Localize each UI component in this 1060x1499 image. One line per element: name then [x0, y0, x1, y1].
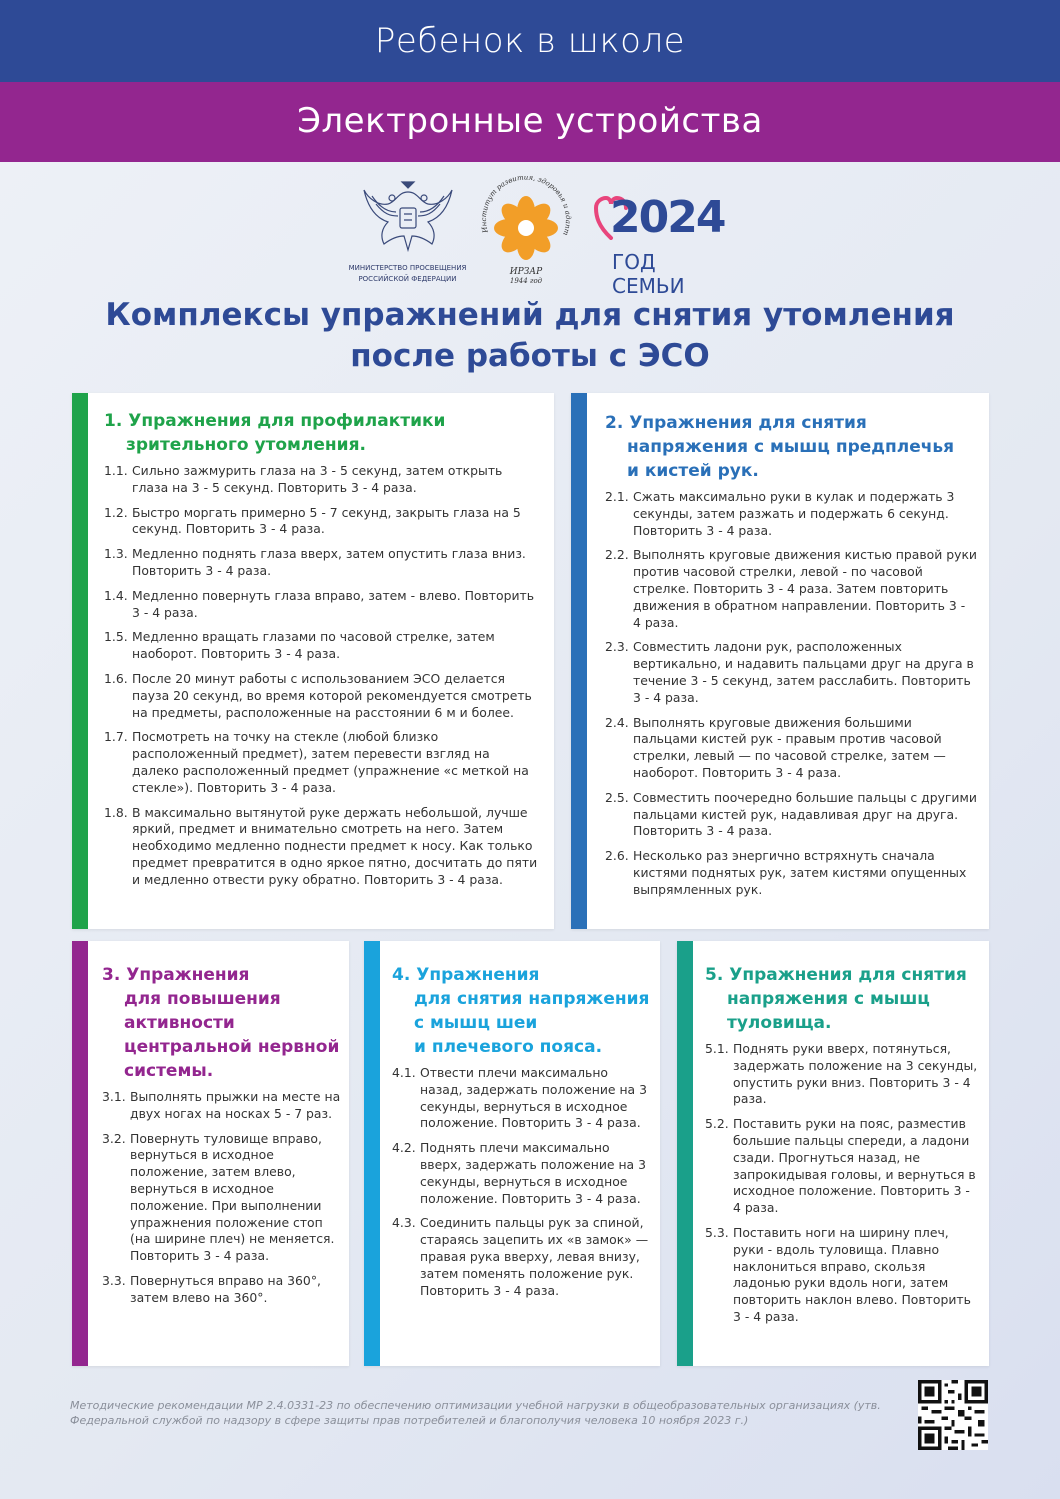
page-title-line2: после работы с ЭСО [350, 338, 710, 374]
top-title-band [0, 0, 1060, 82]
exercise-item [104, 671, 538, 721]
exercise-text: Поставить ноги на ширину плеч, руки - вдоль туловища. Плавно наклониться вправо, скользя ладонью руки вдоль ноги, затем повторить наклон влево. Повторить 3 - 4 раза. [733, 1224, 971, 1324]
exercise-text: Несколько раз энергично встряхнуть сначала кистями поднятых рук, затем кистями опущенных выпрямленных рук. [633, 848, 967, 897]
exercise-text: Поднять руки вверх, потянуться, задержать положение на 3 секунды, опустить руки вниз. Повторить 3 - 4 раза. [733, 1041, 978, 1107]
exercise-item [104, 463, 538, 497]
section-title-line: системы. [124, 1061, 214, 1081]
exercise-number: 1.7. [104, 729, 128, 745]
exercise-list [104, 463, 538, 889]
section-number: 5. [705, 965, 724, 985]
section-accent-bar [72, 941, 88, 1366]
section-accent-bar [677, 941, 693, 1366]
exercise-text: Отвести плечи максимально назад, задержать положение на 3 секунды, вернуться в исходное положение. Повторить 3 - 4 раза. [420, 1065, 647, 1131]
section-number: 2. [605, 413, 624, 433]
ministry-logo [345, 178, 470, 283]
section-title-line: и кистей рук. [627, 461, 759, 481]
section-title-band [0, 82, 1060, 162]
exercise-number: 1.4. [104, 587, 128, 603]
exercise-item [705, 1116, 981, 1217]
exercise-number: 2.3. [605, 639, 629, 655]
section-number: 4. [392, 965, 411, 985]
exercise-text: Поставить руки на пояс, разместив большие пальцы спереди, а ладони сзади. Прогнуться назад, не запрокидывая головы, и вернуться в исходное положение. Повторить 3 - 4 раза. [733, 1116, 976, 1216]
exercise-text: Сильно зажмурить глаза на 3 - 5 секунд, затем открыть глаза на 3 - 5 секунд. Повторить 3 - 4 раза. [132, 463, 503, 495]
irzar-name: ИРЗАР [509, 267, 543, 277]
section-title-line: Упражнения для снятия [729, 965, 967, 985]
exercise-text: Медленно поднять глаза вверх, затем опустить глаза вниз. Повторить 3 - 4 раза. [132, 546, 526, 578]
exercise-item [605, 639, 977, 706]
page-title [0, 295, 1060, 377]
exercise-number: 3.3. [102, 1272, 126, 1288]
exercise-number: 2.6. [605, 848, 629, 864]
exercise-item [102, 1131, 341, 1265]
section-card-5 [677, 941, 989, 1366]
exercise-number: 1.5. [104, 629, 128, 645]
exercise-item [104, 805, 538, 889]
section-heading [605, 411, 977, 483]
exercise-text: Сжать максимально руки в кулак и подержать 3 секунды, затем разжать и подержать 6 секунд. Повторить 3 - 4 раза. [633, 489, 955, 538]
exercise-text: Медленно повернуть глаза вправо, затем - влево. Повторить 3 - 4 раза. [132, 587, 535, 620]
exercise-item [392, 1065, 652, 1132]
exercise-item [104, 729, 538, 796]
section-title-line: для снятия напряжения [414, 989, 650, 1009]
exercise-number: 5.2. [705, 1116, 729, 1132]
exercise-text: Совместить ладони рук, расположенных вертикально, и надавить пальцами друг на друга в течение 3 - 5 секунд, затем расслабить. Повторить 3 - 4 раза. [633, 639, 974, 705]
exercise-number: 1.6. [104, 670, 128, 686]
section-accent-bar [571, 393, 587, 929]
section-card-3 [72, 941, 349, 1366]
irzar-year: 1944 год [509, 277, 543, 285]
section-card-2 [571, 393, 989, 929]
section-title-line: и плечевого пояса. [414, 1037, 603, 1057]
exercise-item [605, 489, 977, 539]
exercise-item [705, 1225, 981, 1326]
section-title-line: активности [124, 1013, 235, 1033]
section-title-line: туловища. [727, 1013, 832, 1033]
top-title: Ребенок в школе [374, 21, 686, 61]
section-title-line: Упражнения [416, 965, 540, 985]
exercise-text: В максимально вытянутой руке держать небольшой, лучше яркий, предмет и внимательно смотреть на него. Затем необходимо медленно поднести предмет к носу. Как только предмет превратится в одно яркое пятно, досчитать до пяти и медленно отвести руку обратно. Повторить 3 - 4 раза. [132, 804, 538, 887]
exercise-number: 4.3. [392, 1215, 416, 1231]
exercise-number: 2.2. [605, 547, 629, 563]
exercise-number: 3.2. [102, 1130, 126, 1146]
section-title-line: Упражнения [126, 965, 250, 985]
exercise-text: После 20 минут работы с использованием ЭСО делается пауза 20 секунд, во время которой рекомендуется смотреть на предметы, расположенные на расстоянии 6 м и более. [132, 670, 532, 720]
exercise-list [605, 489, 977, 899]
double-headed-eagle-icon [358, 178, 458, 258]
exercise-number: 3.1. [102, 1089, 126, 1104]
exercise-item [605, 790, 977, 840]
section-heading [392, 963, 652, 1059]
ministry-caption-line1: МИНИСТЕРСТВО ПРОСВЕЩЕНИЯ [348, 264, 467, 272]
exercise-text: Быстро моргать примерно 5 - 7 секунд, закрыть глаза на 5 секунд. Повторить 3 - 4 раза. [132, 504, 521, 537]
irzar-flower-icon [476, 176, 576, 286]
exercise-text: Выполнять круговые движения кистью правой руки против часовой стрелки, левой - по часовой стрелке. Повторить 3 - 4 раза. Затем повторить движения в обратном направлении. Повторить 3 - 4 раза. [633, 547, 977, 630]
section-title-line: Упражнения для снятия [629, 413, 867, 433]
section-accent-bar [72, 393, 88, 929]
family-caption: ГОД СЕМЬИ [612, 250, 685, 298]
exercise-list [392, 1065, 652, 1299]
exercise-number: 4.1. [392, 1065, 416, 1080]
exercise-item [605, 848, 977, 898]
exercise-item [104, 629, 538, 663]
exercise-number: 1.3. [104, 546, 128, 562]
exercise-list [705, 1041, 981, 1326]
exercise-number: 2.4. [605, 714, 629, 730]
footer-note: Методические рекомендации МР 2.4.0331-23 по обеспечению оптимизации учебной нагрузки в общеобразовательных организациях (утв. Федеральной службой по надзору в сфере защиты прав потребителей и благополучия человека 10 ноября 2023 г.) [70, 1399, 881, 1427]
exercise-text: Медленно вращать глазами по часовой стрелке, затем наоборот. Повторить 3 - 4 раза. [132, 629, 495, 662]
qr-code-icon[interactable] [918, 1380, 988, 1450]
section-title-line: напряжения с мышц [727, 989, 930, 1009]
exercise-number: 4.2. [392, 1140, 416, 1156]
section-heading [705, 963, 981, 1035]
exercise-number: 2.5. [605, 789, 629, 805]
exercise-item [104, 505, 538, 539]
section-title-line: с мышц шеи [414, 1013, 538, 1033]
exercise-text: Совместить поочередно большие пальцы с другими пальцами кистей рук, надавливая друг на друга. Повторить 3 - 4 раза. [633, 789, 977, 839]
section-title-line: зрительного утомления. [126, 435, 366, 455]
exercise-item [392, 1140, 652, 1207]
exercise-number: 5.1. [705, 1041, 729, 1056]
logo-row [0, 172, 1060, 298]
section-title-line: напряжения с мышц предплечья [627, 437, 955, 457]
section-number: 1. [104, 411, 123, 431]
exercise-item [104, 546, 538, 580]
section-title-line: для повышения [124, 989, 281, 1009]
exercise-text: Повернуться вправо на 360°, затем влево на 360°. [130, 1272, 321, 1305]
exercise-number: 2.1. [605, 489, 629, 504]
exercise-item [392, 1215, 652, 1299]
family-year: 2024 [610, 192, 725, 243]
section-title-line: Упражнения для профилактики [128, 411, 446, 431]
section-accent-bar [364, 941, 380, 1366]
exercise-list [102, 1089, 341, 1307]
exercise-item [705, 1041, 981, 1108]
exercise-text: Соединить пальцы рук за спиной, стараясь зацепить их «в замок» — правая рука вверху, левая внизу, затем поменять положение рук. Повторить 3 - 4 раза. [420, 1215, 649, 1298]
section-number: 3. [102, 965, 121, 985]
exercise-text: Выполнять круговые движения большими пальцами кистей рук - правым против часовой стрелки, левый — по часовой стрелке, затем — наоборот. Повторить 3 - 4 раза. [633, 714, 946, 780]
irzar-arc-text: Институт развития, здоровья и адапт [479, 176, 573, 237]
exercise-text: Поднять плечи максимально вверх, задержать положение на 3 секунды, вернуться в исходное положение. Повторить 3 - 4 раза. [420, 1140, 646, 1206]
year-of-family-logo [592, 192, 725, 298]
exercise-text: Повернуть туловище вправо, вернуться в исходное положение, затем влево, вернуться в исходное положение. При выполнении упражнения положение стоп (на ширине плеч) не меняется. Повторить 3 - 4 раза. [130, 1130, 335, 1264]
exercise-number: 1.8. [104, 804, 128, 820]
section-card-4 [364, 941, 660, 1366]
section-title: Электронные устройства [297, 101, 763, 141]
exercise-text: Посмотреть на точку на стекле (любой близко расположенный предмет), затем перевести взгляд на далеко расположенный предмет (упражнение «с меткой на стекле»). Повторить 3 - 4 раза. [132, 729, 529, 795]
exercise-text: Выполнять прыжки на месте на двух ногах на носках 5 - 7 раз. [130, 1089, 341, 1121]
section-heading [104, 409, 538, 457]
exercise-number: 1.2. [104, 504, 128, 520]
ministry-caption-line2: РОССИЙСКОЙ ФЕДЕРАЦИИ [358, 275, 457, 283]
exercise-number: 1.1. [104, 463, 128, 478]
exercise-item [605, 715, 977, 782]
irzar-logo [476, 176, 576, 286]
exercise-item [102, 1089, 341, 1123]
exercise-item [104, 588, 538, 622]
exercise-number: 5.3. [705, 1224, 729, 1240]
section-heading [102, 963, 341, 1083]
exercise-item [102, 1273, 341, 1307]
section-card-1 [72, 393, 554, 929]
exercise-item [605, 547, 977, 631]
page-title-line1: Комплексы упражнений для снятия утомления [105, 297, 955, 333]
section-title-line: центральной нервной [124, 1037, 340, 1057]
